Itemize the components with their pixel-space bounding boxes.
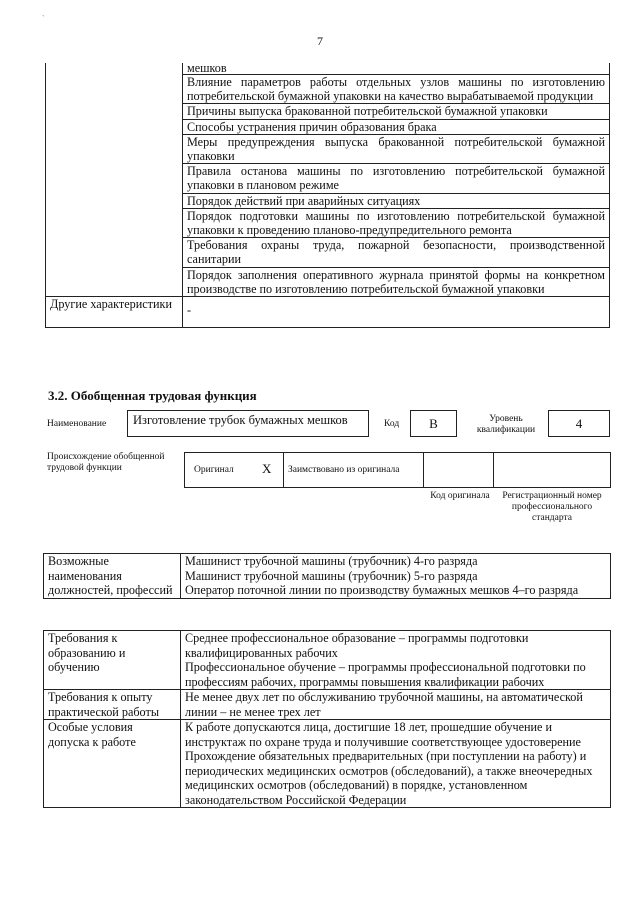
original-mark: X [262, 461, 272, 476]
job-item: Машинист трубочной машины (трубочник) 4-го разряда [185, 554, 478, 568]
original-label: Оригинал [194, 465, 234, 475]
table-row [44, 554, 611, 599]
table-cell: Требования охраны труда, пожарной безопасности, производственной санитарии [183, 238, 610, 267]
divider [423, 452, 424, 488]
requirement-line: Прохождение обязательных предварительных (при поступлении на работу) и периодических медицинских осмотров (обследований), а также внеочередных медицинских осмотров (обследований) в порядке, установленном законодательством Российской Федерации [185, 749, 593, 807]
requirement-value [181, 720, 611, 808]
table-row [44, 720, 611, 808]
name-value: Изготовление трубок бумажных мешков [127, 410, 369, 437]
page-number: 7 [317, 34, 323, 48]
level-label: Уровень квалификации [476, 414, 536, 435]
table-cell: Влияние параметров работы отдельных узлов машины по изготовлению потребительской бумажной упаковки на качество вырабатываемой продукции [183, 75, 610, 104]
table-cell-left [46, 63, 183, 297]
reg-number-caption: Регистрационный номер профессионального стандарта [502, 491, 602, 523]
code-label: Код [384, 419, 400, 429]
requirement-label: Особые условия допуска к работе [44, 720, 181, 808]
borrowed-label: Заимствовано из оригинала [288, 465, 400, 475]
requirement-line: К работе допускаются лица, достигшие 18 лет, прошедшие обучение и инструктаж по охране труда и получившие соответствующее удостоверение [185, 720, 581, 749]
jobs-cell [181, 554, 611, 599]
origin-label: Происхождение обобщенной трудовой функции [47, 452, 165, 473]
other-characteristics-label: Другие характеристики [46, 297, 183, 328]
requirement-line: Среднее профессиональное образование – программы подготовки квалифицированных рабочих [185, 631, 529, 660]
knowledge-table [45, 63, 610, 328]
level-value: 4 [548, 410, 610, 437]
requirement-label: Требования к образованию и обучению [44, 631, 181, 690]
divider [493, 452, 494, 488]
table-cell: Правила останова машины по изготовлению потребительской бумажной упаковки в плановом режиме [183, 164, 610, 193]
table-row [46, 63, 610, 75]
requirement-label: Требования к опыту практической работы [44, 690, 181, 720]
table-cell: Порядок действий при аварийных ситуациях [183, 193, 610, 208]
divider [283, 452, 284, 488]
other-characteristics-value: - [183, 297, 610, 328]
requirements-table [43, 630, 611, 808]
requirement-line: Профессиональное обучение – программы профессиональной подготовки по профессиям рабочих, программы повышения квалификации рабочих [185, 660, 586, 689]
table-cell: Причины выпуска бракованной потребительской бумажной упаковки [183, 104, 610, 119]
table-cell: Порядок заполнения оперативного журнала принятой формы на конкретном производстве по изготовлению потребительской бумажной упаковки [183, 267, 610, 296]
table-cell: Способы устранения причин образования брака [183, 119, 610, 134]
code-original-caption: Код оригинала [430, 491, 490, 501]
jobs-table [43, 553, 611, 599]
section-heading: 3.2. Обобщенная трудовая функция [48, 388, 257, 403]
code-value: B [410, 410, 457, 437]
table-cell: мешков [183, 63, 610, 75]
jobs-label: Возможные наименования должностей, профессий [44, 554, 181, 599]
requirement-value [181, 690, 611, 720]
table-row [44, 631, 611, 690]
name-label: Наименование [47, 419, 107, 429]
requirement-line: Не менее двух лет по обслуживанию трубочной машины, на автоматической линии – не менее трех лет [185, 690, 583, 719]
job-item: Оператор поточной линии по производству бумажных мешков 4–го разряда [185, 583, 579, 597]
table-cell: Меры предупреждения выпуска бракованной потребительской бумажной упаковки [183, 134, 610, 163]
corner-mark: ` [42, 14, 45, 23]
requirement-value [181, 631, 611, 690]
table-cell: Порядок подготовки машины по изготовлению потребительской бумажной упаковки к проведению планово-предупредительного ремонта [183, 208, 610, 237]
job-item: Машинист трубочной машины (трубочник) 5-го разряда [185, 568, 478, 583]
table-row [44, 690, 611, 720]
table-row [46, 297, 610, 328]
